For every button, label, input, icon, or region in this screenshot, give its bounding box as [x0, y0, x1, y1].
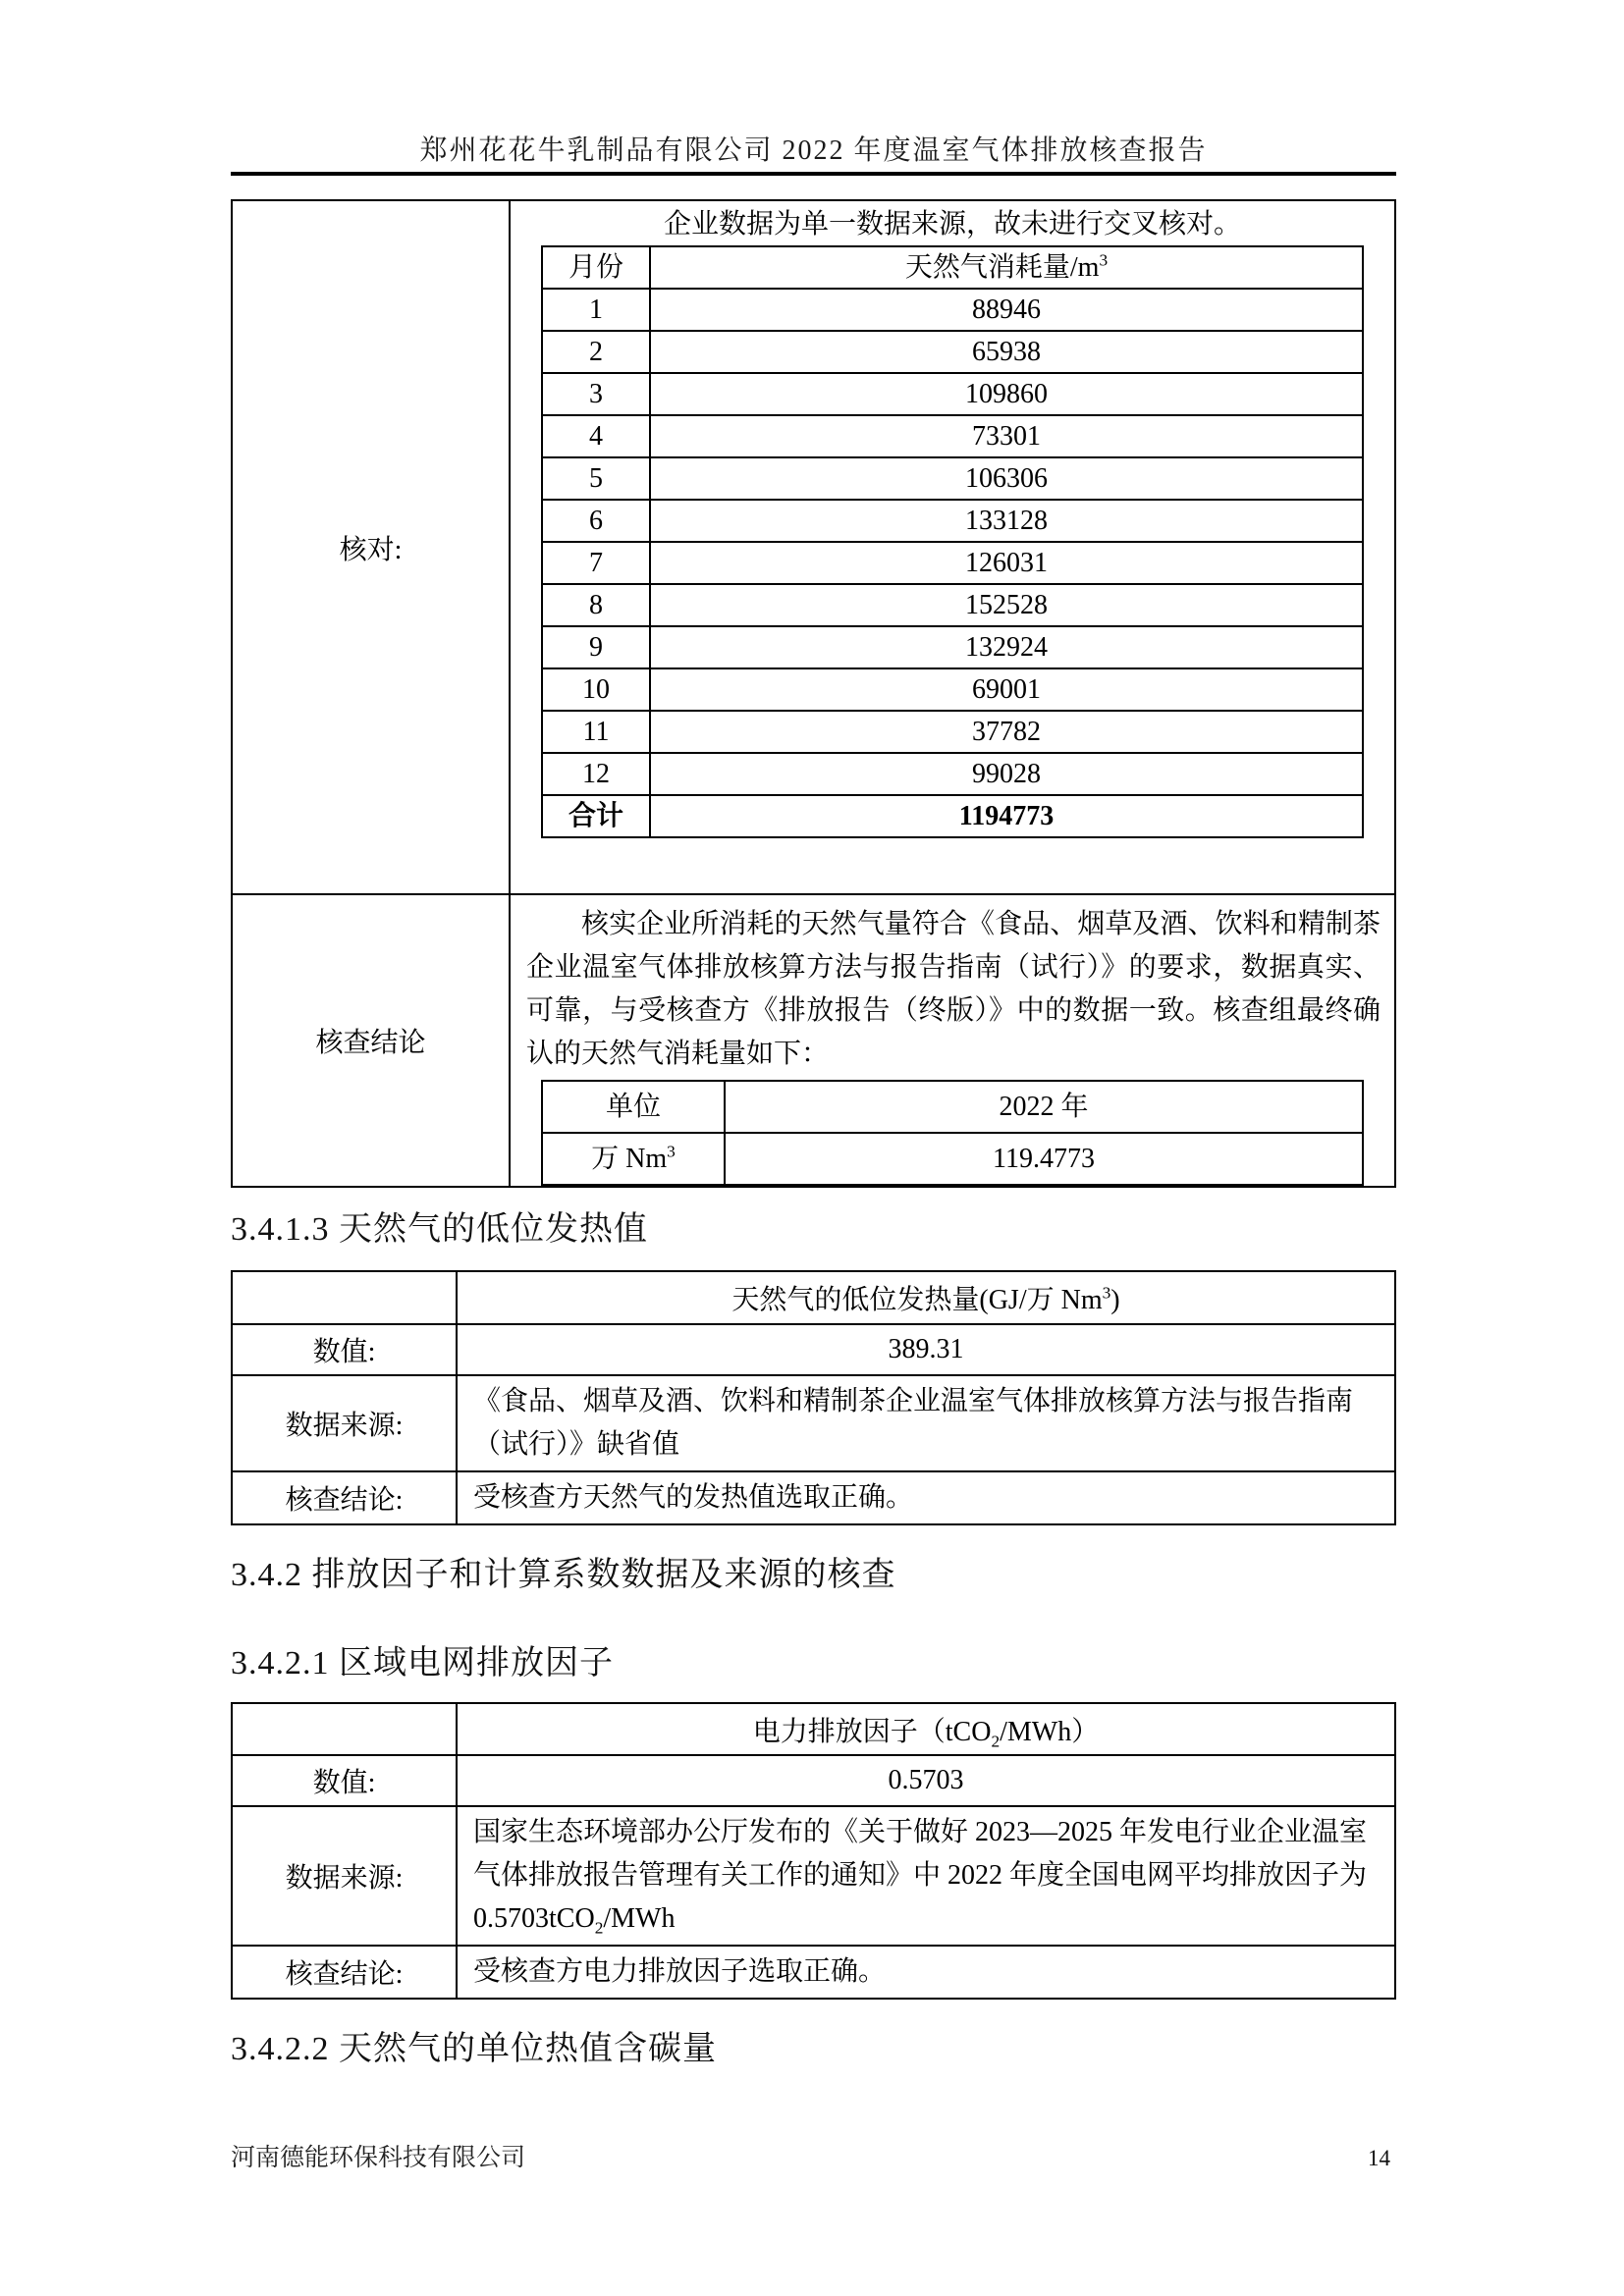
- section-heading-3-4-2: 3.4.2 排放因子和计算系数数据及来源的核查: [231, 1557, 896, 1593]
- month-row: [542, 542, 1363, 584]
- ncv-conclusion-text: 受核查方天然气的发热值选取正确。: [457, 1471, 1395, 1524]
- source-label: 数据来源:: [232, 1375, 457, 1471]
- ef-empty-corner: [232, 1703, 457, 1755]
- ef-source-sub: 2: [594, 1918, 604, 1938]
- conclusion-label: 核查结论:: [232, 1946, 457, 1999]
- months-header-row: [542, 246, 1363, 289]
- month-cell: 11: [542, 711, 650, 753]
- ef-header-sub: 2: [991, 1732, 1001, 1751]
- total-row: [542, 795, 1363, 837]
- ef-value: 0.5703: [457, 1755, 1395, 1806]
- month-cell: 2: [542, 331, 650, 373]
- month-row: [542, 626, 1363, 668]
- unit-value-text: 万 Nm: [591, 1143, 668, 1174]
- check-row: [232, 200, 1395, 894]
- footer-page-number: 14: [1368, 2146, 1390, 2170]
- section-heading-3-4-1-3: 3.4.1.3 天然气的低位发热值: [231, 1211, 648, 1248]
- monthly-consumption-table: [541, 245, 1364, 838]
- ncv-conclusion-row: [232, 1471, 1395, 1524]
- document-header-title: 郑州花花牛乳制品有限公司 2022 年度温室气体排放核查报告: [419, 135, 1208, 166]
- consumption-cell: 132924: [650, 626, 1363, 668]
- consumption-cell: 73301: [650, 415, 1363, 457]
- ef-conclusion-row: [232, 1946, 1395, 1999]
- conclusion-label: 核查结论: [232, 894, 510, 1187]
- consumption-column-header: [650, 246, 1363, 289]
- year-column-header: 2022 年: [725, 1081, 1363, 1133]
- month-row: [542, 500, 1363, 542]
- month-row: [542, 584, 1363, 626]
- total-value: 1194773: [650, 795, 1363, 837]
- consumption-header-text: 天然气消耗量/m: [904, 251, 1100, 283]
- consumption-cell: 126031: [650, 542, 1363, 584]
- ncv-column-header: [457, 1271, 1395, 1324]
- ef-source-part2: /MWh: [603, 1903, 676, 1934]
- conclusion-content-cell: [510, 894, 1395, 1187]
- consumption-cell: 69001: [650, 668, 1363, 711]
- month-column-header: 月份: [542, 246, 650, 289]
- ef-conclusion-text: 受核查方电力排放因子选取正确。: [457, 1946, 1395, 1999]
- section-heading-3-4-2-1: 3.4.2.1 区域电网排放因子: [231, 1645, 614, 1682]
- ef-header-tail: /MWh）: [1000, 1716, 1100, 1747]
- unit-value: [542, 1133, 725, 1185]
- month-row: [542, 415, 1363, 457]
- month-row: [542, 289, 1363, 331]
- unit-column-header: 单位: [542, 1081, 725, 1133]
- consumption-header-sup: 3: [1099, 250, 1109, 270]
- conclusion-row: [232, 894, 1395, 1187]
- consumption-cell: 37782: [650, 711, 1363, 753]
- month-cell: 9: [542, 626, 650, 668]
- month-cell: 10: [542, 668, 650, 711]
- unit-value-row: [542, 1133, 1363, 1185]
- month-cell: 8: [542, 584, 650, 626]
- grid-emission-factor-table: [231, 1702, 1396, 2000]
- ef-column-header: [457, 1703, 1395, 1755]
- header-rule: [231, 172, 1396, 176]
- month-row: [542, 457, 1363, 500]
- source-label: 数据来源:: [232, 1806, 457, 1946]
- month-cell: 6: [542, 500, 650, 542]
- ncv-empty-corner: [232, 1271, 457, 1324]
- confirmed-consumption-table: [541, 1080, 1364, 1186]
- month-row: [542, 711, 1363, 753]
- month-row: [542, 753, 1363, 795]
- consumption-cell: 133128: [650, 500, 1363, 542]
- ncv-table: [231, 1270, 1396, 1525]
- month-cell: 3: [542, 373, 650, 415]
- value-label: 数值:: [232, 1324, 457, 1375]
- ncv-header-text: 天然气的低位发热量(GJ/万 Nm: [731, 1285, 1103, 1315]
- month-cell: 5: [542, 457, 650, 500]
- total-label: 合计: [542, 795, 650, 837]
- single-source-note: 企业数据为单一数据来源，故未进行交叉核对。: [663, 209, 1241, 240]
- footer-company: 河南德能环保科技有限公司: [231, 2145, 526, 2171]
- month-cell: 4: [542, 415, 650, 457]
- ncv-value-row: [232, 1324, 1395, 1375]
- ef-source-row: [232, 1806, 1395, 1946]
- ncv-value: 389.31: [457, 1324, 1395, 1375]
- consumption-cell: 152528: [650, 584, 1363, 626]
- consumption-cell: 106306: [650, 457, 1363, 500]
- month-cell: 12: [542, 753, 650, 795]
- ncv-header-tail: ): [1110, 1285, 1120, 1315]
- ncv-header-sup: 3: [1102, 1283, 1111, 1303]
- ef-source-part1: 国家生态环境部办公厅发布的《关于做好 2023—2025 年发电行业企业温室气体排放报告管理有关工作的通知》中 2022 年度全国电网平均排放因子为 0.5703tCO: [473, 1817, 1368, 1934]
- check-label: 核对:: [232, 200, 510, 894]
- value-label: 数值:: [232, 1755, 457, 1806]
- page-footer: [231, 2138, 1396, 2173]
- check-content-cell: [510, 200, 1395, 894]
- natural-gas-verification-table: [231, 199, 1396, 1188]
- unit-header-row: [542, 1081, 1363, 1133]
- consumption-cell: 99028: [650, 753, 1363, 795]
- consumption-cell: 109860: [650, 373, 1363, 415]
- month-row: [542, 373, 1363, 415]
- ncv-header-row: [232, 1271, 1395, 1324]
- ef-value-row: [232, 1755, 1395, 1806]
- section-heading-3-4-2-2: 3.4.2.2 天然气的单位热值含碳量: [231, 2031, 717, 2067]
- unit-value-sup: 3: [667, 1142, 676, 1161]
- ef-header-text: 电力排放因子（tCO: [752, 1716, 992, 1747]
- conclusion-label: 核查结论:: [232, 1471, 457, 1524]
- consumption-cell: 65938: [650, 331, 1363, 373]
- year-value: 119.4773: [725, 1133, 1363, 1185]
- month-row: [542, 668, 1363, 711]
- ncv-source-text: 《食品、烟草及酒、饮料和精制茶企业温室气体排放核算方法与报告指南（试行）》缺省值: [457, 1375, 1395, 1471]
- ef-header-row: [232, 1703, 1395, 1755]
- month-cell: 1: [542, 289, 650, 331]
- ncv-source-row: [232, 1375, 1395, 1471]
- month-cell: 7: [542, 542, 650, 584]
- consumption-cell: 88946: [650, 289, 1363, 331]
- conclusion-paragraph: 核实企业所消耗的天然气量符合《食品、烟草及酒、饮料和精制茶企业温室气体排放核算方法与报告指南（试行）》的要求，数据真实、可靠，与受核查方《排放报告（终版）》中的数据一致。核查组最终确认的天然气消耗量如下：: [526, 909, 1380, 1069]
- ef-source-text: [457, 1806, 1395, 1946]
- month-row: [542, 331, 1363, 373]
- page-content: [231, 0, 1396, 2068]
